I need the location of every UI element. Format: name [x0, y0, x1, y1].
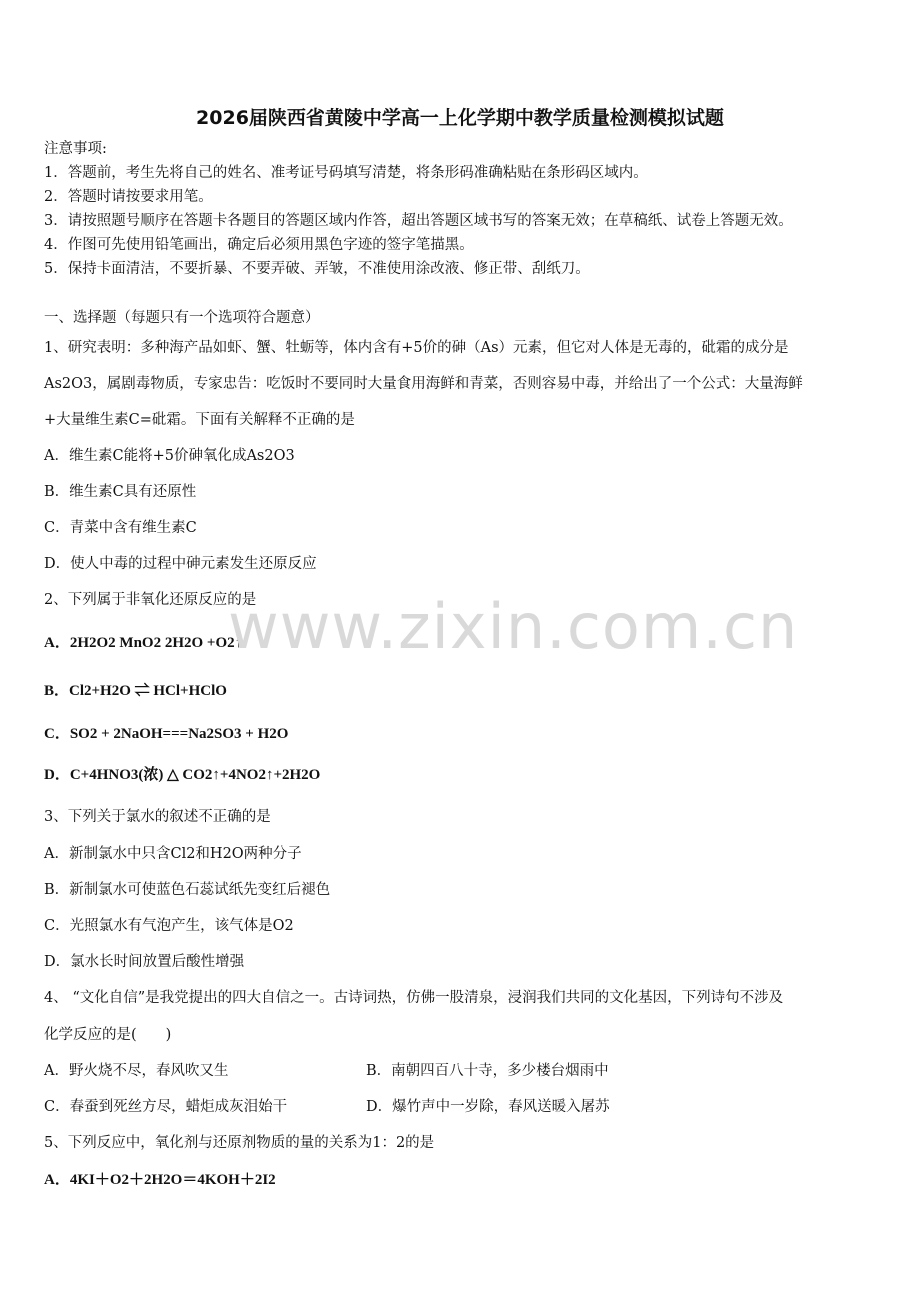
q1-stem-line2: As2O3，属剧毒物质，专家忠告：吃饭时不要同时大量食用海鲜和青菜，否则容易中毒，并给出了一个公式：大量海鲜: [44, 376, 803, 392]
q4-option-b: B．南朝四百八十寺，多少楼台烟雨中: [366, 1063, 609, 1079]
notice-item-2: 2．答题时请按要求用笔。: [44, 189, 213, 205]
q4-option-c: C．春蚕到死丝方尽，蜡炬成灰泪始干: [44, 1099, 288, 1115]
q1-option-b: B．维生素C具有还原性: [44, 484, 197, 500]
q2-stem: 2、下列属于非氧化还原反应的是: [44, 592, 257, 608]
notice-item-4: 4．作图可先使用铅笔画出，确定后必须用黑色字迹的签字笔描黑。: [44, 237, 474, 253]
q3-option-a: A．新制氯水中只含Cl2和H2O两种分子: [44, 846, 302, 862]
q3-option-c: C．光照氯水有气泡产生，该气体是O2: [44, 918, 294, 934]
notice-item-3: 3．请按照题号顺序在答题卡各题目的答题区域内作答，超出答题区域书写的答案无效；在草稿纸、试卷上答题无效。: [44, 213, 793, 229]
page-title: 2026届陕西省黄陵中学高一上化学期中教学质量检测模拟试题: [196, 107, 724, 129]
q5-stem: 5、下列反应中，氧化剂与还原剂物质的量的关系为1：2的是: [44, 1135, 435, 1151]
q4-option-a: A．野火烧不尽，春风吹又生: [44, 1063, 229, 1079]
q1-option-a: A．维生素C能将+5价砷氧化成As2O3: [44, 448, 295, 464]
notice-heading: 注意事项:: [44, 141, 107, 157]
q2-option-d: D．C+4HNO3(浓) △ CO2↑+4NO2↑+2H2O: [44, 767, 321, 783]
watermark: www.zixin.com.cn: [228, 590, 799, 663]
q4-stem-line2: 化学反应的是( ): [44, 1027, 172, 1043]
q1-stem-line3: +大量维生素C=砒霜。下面有关解释不正确的是: [44, 412, 355, 428]
q4-option-d: D．爆竹声中一岁除，春风送暖入屠苏: [366, 1099, 610, 1115]
notice-item-5: 5．保持卡面清洁，不要折暴、不要弄破、弄皱，不准使用涂改液、修正带、刮纸刀。: [44, 261, 590, 277]
section-heading: 一、选择题（每题只有一个选项符合题意）: [44, 310, 320, 326]
q4-stem-line1: 4、 “文化自信”是我党提出的四大自信之一。古诗词热，仿佛一股清泉，浸润我们共同的文化基因，下列诗句不涉及: [44, 990, 784, 1006]
q2-option-c: C．SO2 + 2NaOH===Na2SO3 + H2O: [44, 726, 289, 742]
q1-stem-line1: 1、研究表明：多种海产品如虾、蟹、牡蛎等，体内含有+5价的砷（As）元素，但它对人体是无毒的，砒霜的成分是: [44, 340, 789, 356]
q5-option-a: A．4KI＋O2＋2H2O＝4KOH＋2I2: [44, 1172, 276, 1188]
notice-item-1: 1．答题前，考生先将自己的姓名、准考证号码填写清楚，将条形码准确粘贴在条形码区域内。: [44, 165, 648, 181]
q2-option-b: B．Cl2+H2O ⇌ HCl+HClO: [44, 683, 227, 699]
q3-stem: 3、下列关于氯水的叙述不正确的是: [44, 809, 271, 825]
q1-option-d: D．使人中毒的过程中砷元素发生还原反应: [44, 556, 317, 572]
q3-option-d: D．氯水长时间放置后酸性增强: [44, 954, 245, 970]
q3-option-b: B．新制氯水可使蓝色石蕊试纸先变红后褪色: [44, 882, 331, 898]
q2-option-a: A．2H2O2 MnO2 2H2O +O2↑: [44, 635, 243, 651]
q1-option-c: C．青菜中含有维生素C: [44, 520, 197, 536]
